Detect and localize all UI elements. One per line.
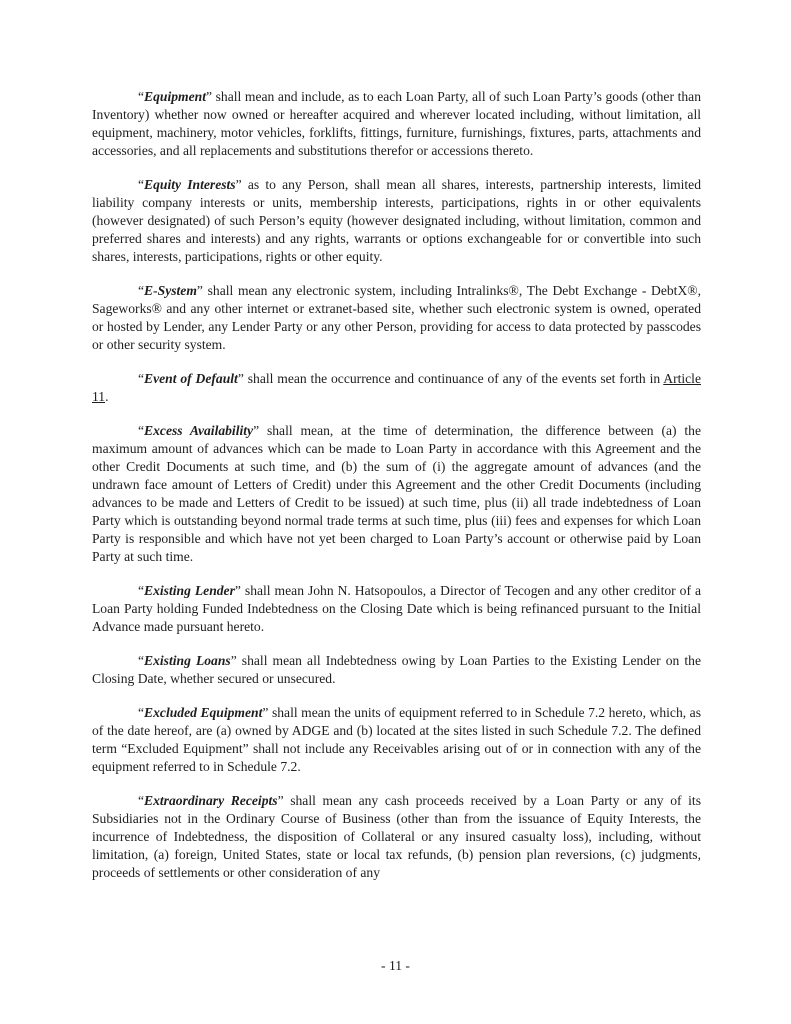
definition-text: ” shall mean the occurrence and continuance of any of the events set forth in [237,371,664,386]
definitions-section [92,88,701,898]
definition-text: ” as to any Person, shall mean all shares, interests, partnership interests, limited liability company interests or units, membership interests, participations, rights in or other equivalents (however designated) of such Person’s equity (however designated including, without limitation, common and preferred shares and interests) and any rights, warrants or options exchangeable for or convertible into such shares, interests, participations, rights or other equity. [92,177,701,264]
page-number: - 11 - [381,958,410,973]
defined-term: Excess Availability [144,423,254,438]
defined-term: Excluded Equipment [144,705,263,720]
definition-text: ” shall mean the units of equipment referred to in Schedule 7.2 hereto, which, as of the date hereof, are (a) owned by ADGE and (b) located at the sites listed in such Schedule 7.2. The defined term “Excluded Equipment” shall not include any Receivables arising out of or in connection with any of the equipment referred to in Schedule 7.2. [92,705,701,774]
definition-text: ” shall mean and include, as to each Loan Party, all of such Loan Party’s goods (other than Inventory) whether now owned or hereafter acquired and wherever located including, without limitation, all equipment, machinery, motor vehicles, forklifts, fittings, furniture, furnishings, fixtures, parts, attachments and accessories, and all replacements and substitutions therefor or accessions thereto. [92,89,701,158]
definition-paragraph: “E-System” shall mean any electronic system, including Intralinks®, The Debt Exchange - DebtX®, Sageworks® and any other internet or extranet-based site, whether such electronic system is owned, operated or hosted by Lender, any Lender Party or any other Person, providing for access to data protected by passcodes or other security system. [92,283,701,352]
definition-paragraph: “Existing Lender” shall mean John N. Hatsopoulos, a Director of Tecogen and any other creditor of a Loan Party holding Funded Indebtedness on the Closing Date which is being refinanced pursuant to the Initial Advance made pursuant hereto. [92,583,701,634]
definition-text: ” shall mean John N. Hatsopoulos, a Director of Tecogen and any other creditor of a Loan Party holding Funded Indebtedness on the Closing Date which is being refinanced pursuant to the Initial Advance made pursuant hereto. [92,583,701,634]
defined-term: Equipment [144,89,206,104]
defined-term: Event of Default [144,371,238,386]
defined-term: Existing Loans [144,653,231,668]
definition-text: ” shall mean, at the time of determination, the difference between (a) the maximum amount of advances which can be made to Loan Party in accordance with this Agreement and the other Credit Documents at such time, and (b) the sum of (i) the aggregate amount of advances (and the undrawn face amount of Letters of Credit) under this Agreement and the other Credit Documents (including advances to be made and Letters of Credit to be issued) at such time, plus (ii) all trade indebtedness of Loan Party which is outstanding beyond normal trade terms at such time, plus (iii) fees and expenses for which Loan Party is responsible and which have not yet been charged to Loan Party’s account or otherwise paid by Loan Party at such time. [92,423,701,564]
definition-paragraph: “Event of Default” shall mean the occurrence and continuance of any of the events set forth in Article 11. [92,371,701,404]
definition-paragraph: “Equipment” shall mean and include, as to each Loan Party, all of such Loan Party’s goods (other than Inventory) whether now owned or hereafter acquired and wherever located including, without limitation, all equipment, machinery, motor vehicles, forklifts, fittings, furniture, furnishings, fixtures, parts, attachments and accessories, and all replacements and substitutions therefor or accessions thereto. [92,89,701,158]
definition-paragraph: “Excluded Equipment” shall mean the units of equipment referred to in Schedule 7.2 hereto, which, as of the date hereof, are (a) owned by ADGE and (b) located at the sites listed in such Schedule 7.2. The defined term “Excluded Equipment” shall not include any Receivables arising out of or in connection with any of the equipment referred to in Schedule 7.2. [92,705,701,774]
definition-paragraph: “Excess Availability” shall mean, at the time of determination, the difference between (a) the maximum amount of advances which can be made to Loan Party in accordance with this Agreement and the other Credit Documents at such time, and (b) the sum of (i) the aggregate amount of advances (and the undrawn face amount of Letters of Credit) under this Agreement and the other Credit Documents (including advances to be made and Letters of Credit to be issued) at such time, plus (ii) all trade indebtedness of Loan Party which is outstanding beyond normal trade terms at such time, plus (iii) fees and expenses for which Loan Party is responsible and which have not yet been charged to Loan Party’s account or otherwise paid by Loan Party at such time. [92,423,701,564]
definition-text: ” shall mean all Indebtedness owing by Loan Parties to the Existing Lender on the Closing Date, whether secured or unsecured. [92,653,701,686]
defined-term: Extraordinary Receipts [144,793,278,808]
cross-reference-link[interactable]: Article 11 [92,371,701,404]
defined-term: Existing Lender [144,583,235,598]
definition-paragraph: “Extraordinary Receipts” shall mean any cash proceeds received by a Loan Party or any of its Subsidiaries not in the Ordinary Course of Business (other than from the issuance of Equity Interests, the incurrence of Indebtedness, the disposition of Collateral or any insured casualty loss), including, without limitation, (a) foreign, United States, state or local tax refunds, (b) pension plan reversions, (c) judgments, proceeds of settlements or other consideration of any [92,793,702,880]
defined-term: E-System [144,283,197,298]
definition-text: . [105,389,109,404]
definition-text: ” shall mean any cash proceeds received by a Loan Party or any of its Subsidiaries not in the Ordinary Course of Business (other than from the issuance of Equity Interests, the incurrence of Indebtedness, the disposition of Collateral or any insured casualty loss), including, without limitation, (a) foreign, United States, state or local tax refunds, (b) pension plan reversions, (c) judgments, proceeds of settlements or other consideration of any [92,793,702,880]
definition-paragraph: “Equity Interests” as to any Person, shall mean all shares, interests, partnership interests, limited liability company interests or units, membership interests, participations, rights in or other equivalents (however designated) of such Person’s equity (however designated including, without limitation, common and preferred shares and interests) and any rights, warrants or options exchangeable for or convertible into such shares, interests, participations, rights or other equity. [92,177,701,264]
definition-paragraph: “Existing Loans” shall mean all Indebtedness owing by Loan Parties to the Existing Lender on the Closing Date, whether secured or unsecured. [92,653,701,686]
definition-text: ” shall mean any electronic system, including Intralinks®, The Debt Exchange - DebtX®, Sageworks® and any other internet or extranet-based site, whether such electronic system is owned, operated or hosted by Lender, any Lender Party or any other Person, providing for access to data protected by passcodes or other security system. [92,283,701,352]
defined-term: Equity Interests [144,177,236,192]
